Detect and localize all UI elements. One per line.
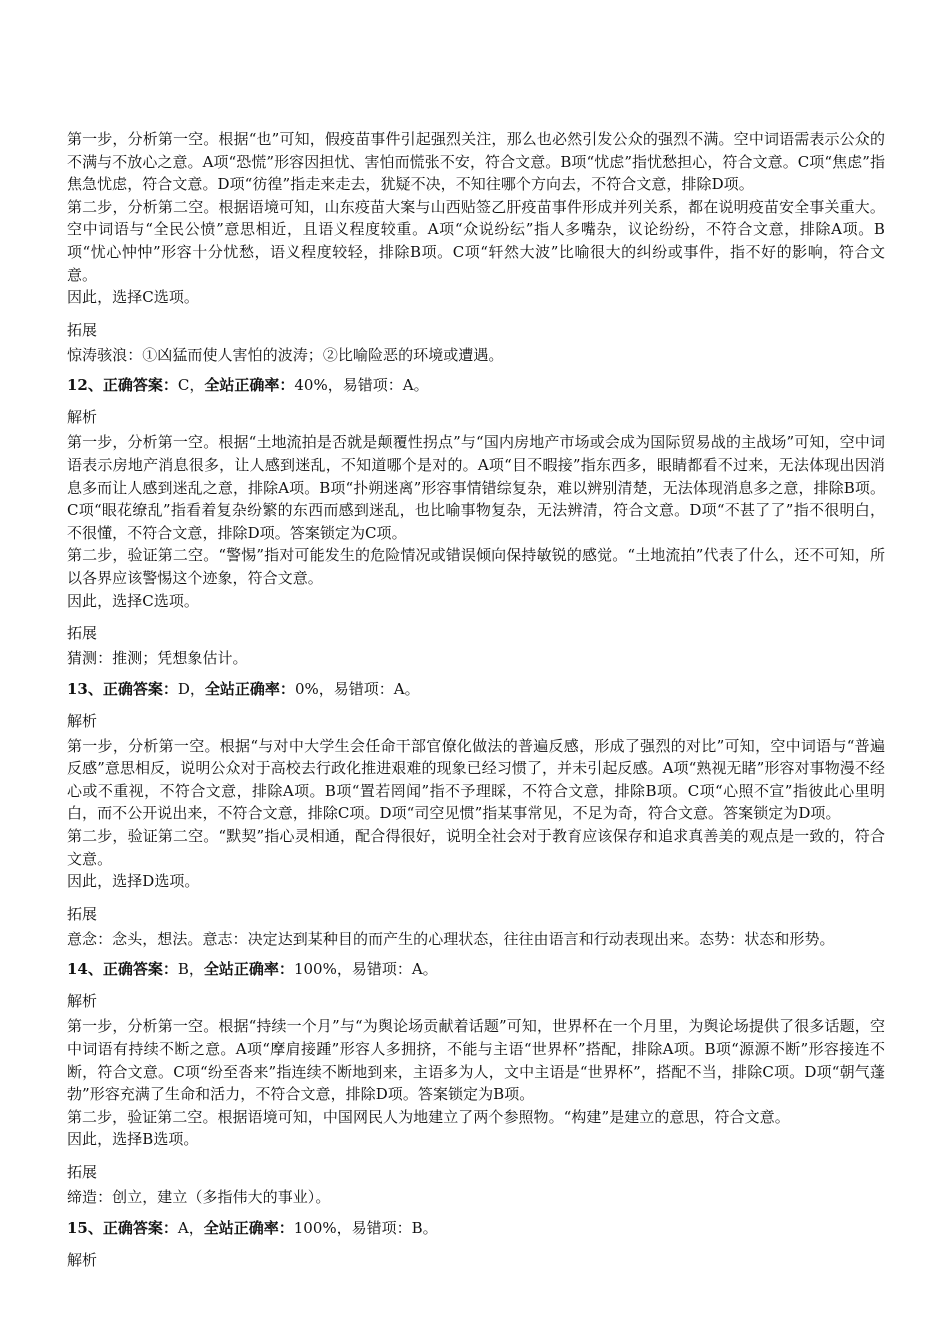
question-number: 12、 (67, 376, 103, 395)
analysis-conclusion: 因此，选择D选项。 (67, 872, 200, 891)
rate-label: 全站正确率： (203, 1218, 294, 1237)
rate-value: 40%，易错项：A。 (294, 376, 429, 395)
analysis-step-2: 第二步，验证第二空。“默契”指心灵相通，配合得很好，说明全社会对于教育应该保存和追求真善美的观点是一致的，符合文意。 (67, 827, 885, 868)
question-number: 13、 (67, 679, 103, 698)
analysis-step-1: 第一步，分析第一空。根据“与对中大学生会任命干部官僚化做法的普遍反感，形成了强烈的对比”可知，空中词语与“普遍反感”意思相反，说明公众对于高校去行政化推进艰难的现象已经习惯了，并未引起反感。A项“熟视无睹”形容对事物漫不经心或不重视，不符合文意，排除A项。B项“置若罔闻”指不予理睬，不符合文意，排除B项。C项“心照不宣”指彼此心里明白，而不公开说出来，不符合文意，排除C项。D项“司空见惯”指某事常见，不足为奇，符合文意。答案锁定为D项。 (67, 736, 885, 823)
answer-value: B， (177, 960, 204, 979)
analysis-step-1: 第一步，分析第一空。根据“土地流拍是否就是颠覆性拐点”与“国内房地产市场或会成为国际贸易战的主战场”可知，空中词语表示房地产消息很多，让人感到迷乱，不知道哪个是对的。A项“目不暇接”指东西多，眼睛都看不过来，无法体现出因消息多而让人感到迷乱之意，排除A项。B项“扑朔迷离”形容事情错综复杂，难以辨别清楚，无法体现消息多之意，排除B项。C项“眼花缭乱”指看着复杂纷繁的东西而感到迷乱，也比喻事物复杂，无法辨清，符合文意。D项“不甚了了”指不很明白，不很懂，不符合文意，排除D项。答案锁定为C项。 (67, 433, 885, 542)
analysis-step-1: 第一步，分析第一空。根据“持续一个月”与“为舆论场贡献着话题”可知，世界杯在一个月里，为舆论场提供了很多话题，空中词语有持续不断之意。A项“摩肩接踵”形容人多拥挤，不能与主语“世界杯”搭配，排除A项。B项“源源不断”形容接连不断，符合文意。C项“纷至沓来”指连续不断地到来，主语多为人，文中主语是“世界杯”，搭配不当，排除C项。D项“朝气蓬勃”形容充满了生命和活力，不符合文意，排除D项。答案锁定为B项。 (67, 1017, 885, 1104)
answer-value: C， (177, 376, 205, 395)
rate-value: 0%，易错项：A。 (294, 679, 420, 698)
answer-line (67, 678, 885, 700)
document-page (67, 128, 885, 1274)
analysis-conclusion: 因此，选择C选项。 (67, 288, 199, 307)
answer-label: 正确答案： (102, 376, 178, 395)
answer-value: A， (177, 1218, 204, 1237)
extension-text: 猜测：推测；凭想象估计。 (67, 649, 248, 668)
question-number: 15、 (67, 1218, 103, 1237)
rate-label: 全站正确率： (204, 376, 295, 395)
analysis-step-2: 第二步，验证第二空。“警惕”指对可能发生的危险情况或错误倾向保持敏锐的感觉。“土地流拍”代表了什么，还不可知，所以各界应该警惕这个迹象，符合文意。 (67, 546, 885, 587)
analysis-label: 解析 (67, 408, 98, 427)
extension-text: 惊涛骇浪：①凶猛而使人害怕的波涛；②比喻险恶的环境或遭遇。 (67, 345, 504, 364)
analysis-conclusion: 因此，选择C选项。 (67, 591, 199, 610)
extension-text: 意念：念头，想法。意志：决定达到某种目的而产生的心理状态，往往由语言和行动表现出来。态势：状态和形势。 (67, 929, 835, 948)
analysis-conclusion: 因此，选择B选项。 (67, 1130, 199, 1149)
answer-value: D， (177, 679, 205, 698)
analysis-step-1: 第一步，分析第一空。根据“也”可知，假疫苗事件引起强烈关注，那么也必然引发公众的强烈不满。空中词语需表示公众的不满与不放心之意。A项“恐慌”形容因担忧、害怕而慌张不安，符合文意。B项“忧虑”指忧愁担心，符合文意。C项“焦虑”指焦急忧虑，符合文意。D项“彷徨”指走来走去，犹疑不决，不知往哪个方向去，不符合文意，排除D项。 (67, 130, 885, 194)
rate-value: 100%，易错项：A。 (293, 960, 438, 979)
extension-label: 拓展 (67, 1163, 98, 1181)
analysis-label: 解析 (67, 1250, 98, 1269)
rate-value: 100%，易错项：B。 (293, 1218, 438, 1237)
extension-label: 拓展 (67, 904, 98, 923)
question-15 (67, 1217, 885, 1271)
question-13 (67, 678, 885, 951)
analysis-label: 解析 (67, 992, 98, 1011)
analysis-step-2: 第二步，分析第二空。根据语境可知，山东疫苗大案与山西贴签乙肝疫苗事件形成并列关系，都在说明疫苗安全事关重大。空中词语与“全民公愤”意思相近，且语义程度较重。A项“众说纷纭”指人多嘴杂，议论纷纷，不符合文意，排除A项。B项“忧心忡忡”形容十分忧愁，语义程度较轻，排除B项。C项“轩然大波”比喻很大的纠纷或事件，指不好的影响，符合文意。 (67, 197, 885, 284)
question-number: 14、 (67, 960, 103, 979)
analysis-step-2: 第二步，验证第二空。根据语境可知，中国网民人为地建立了两个参照物。“构建”是建立的意思，符合文意。 (67, 1107, 790, 1126)
question-11-continuation (67, 128, 885, 366)
rate-label: 全站正确率： (204, 679, 295, 698)
question-12 (67, 374, 885, 669)
answer-line (67, 1217, 885, 1239)
extension-label: 拓展 (67, 320, 98, 339)
question-14 (67, 958, 885, 1208)
extension-label: 拓展 (67, 624, 98, 643)
rate-label: 全站正确率： (203, 960, 294, 979)
analysis-label: 解析 (67, 711, 98, 730)
answer-label: 正确答案： (102, 960, 178, 979)
answer-label: 正确答案： (102, 1218, 178, 1237)
extension-text: 缔造：创立，建立（多指伟大的事业）。 (67, 1188, 331, 1206)
answer-line (67, 958, 885, 980)
answer-label: 正确答案： (102, 679, 178, 698)
answer-line (67, 374, 885, 396)
